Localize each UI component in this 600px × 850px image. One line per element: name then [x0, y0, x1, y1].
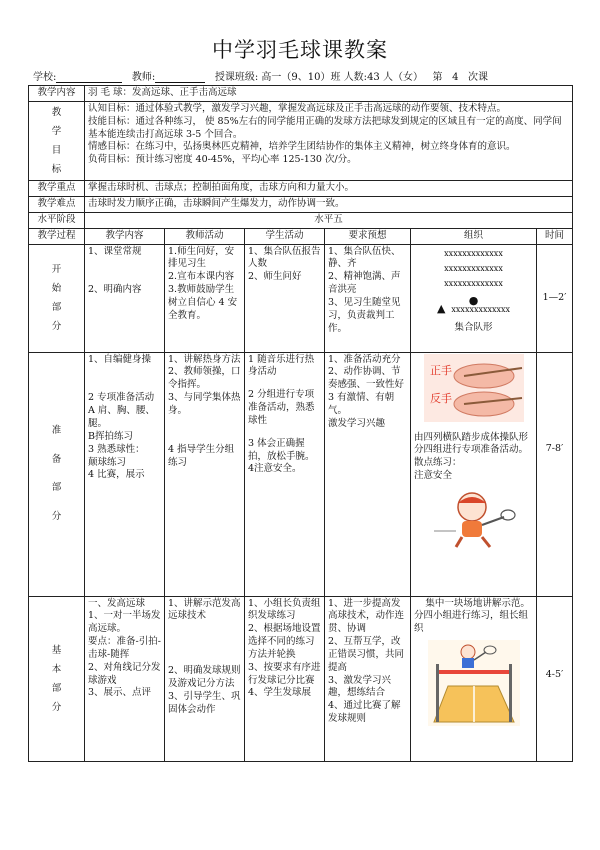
page-title: 中学羽毛球课教案	[212, 38, 388, 62]
formation-row: ▲ xxxxxxxxxxxxx	[436, 302, 511, 316]
level-value: 水平五	[85, 213, 573, 229]
forehand-label: 正手	[429, 363, 452, 377]
header-time: 时间	[537, 228, 573, 244]
start-content: 1、课堂常规 2、明确内容	[85, 244, 165, 352]
goal-list	[85, 102, 573, 181]
header-teacher: 教师活动	[165, 228, 245, 244]
backhand-label: 反手	[429, 391, 452, 405]
prep-label: 准 备 部 分	[29, 352, 85, 596]
start-student: 1、集合队伍报告人数 2、师生问好	[245, 244, 325, 352]
class-label: 授课班级:	[214, 72, 259, 83]
formation-row: xxxxxxxxxxxxx	[444, 263, 503, 273]
basic-require: 1、进一步提高发高球技术，动作连贯、协调 2、互帮互学，改正错误习惯，共同提高 3、激发学习兴趣，想练结合 4、通过比赛了解发球规则	[325, 596, 411, 761]
goal-affective: 情感目标：在练习中，弘扬奥林匹克精神，培养学生团结协作的集体主义精神，树立终身体育的意识。	[88, 141, 516, 153]
key-value: 掌握击球时机、击球点；控制拍面角度，击球方向和力量大小。	[85, 181, 573, 197]
cartoon-player-illustration	[428, 487, 520, 549]
teacher-label: 教师:	[131, 72, 156, 83]
content-label: 教学内容	[29, 86, 85, 102]
triangle-marker-icon: ▲	[436, 302, 446, 316]
level-label: 水平阶段	[29, 213, 85, 229]
serve-illustration	[428, 640, 520, 726]
start-time: 1—2′	[537, 244, 573, 352]
grip-illustration	[424, 354, 524, 422]
basic-student: 1、小组长负责组织发球练习 2、根据场地设置选择不同的练习方法并轮换 3、按要求有序进行发球记分比赛 4、学生发球展	[245, 596, 325, 761]
basic-organization: 集中一块场地讲解示范。分四小组进行练习，组长组织	[411, 596, 537, 761]
header-content: 教学内容	[85, 228, 165, 244]
school-blank[interactable]	[56, 72, 122, 83]
prep-content: 1、自编健身操 2 专项准备活动 A 肩、胸、腰、腿。 B挥拍练习 3 熟悉球性： 颠球练习 4 比赛，展示	[85, 352, 165, 596]
lesson-label: 第	[432, 72, 443, 83]
count-label: 人数:	[343, 72, 368, 83]
prep-require: 1、准备活动充分 2、动作协调、节奏感强、一致性好 3 有激情、有朝气。 激发学习兴趣	[325, 352, 411, 596]
start-teacher: 1.师生问好，安排见习生 2.宣布本课内容 3.教师鼓励学生树立自信心 4 安全教育。	[165, 244, 245, 352]
row-goals	[29, 102, 573, 181]
header-require: 要求预想	[325, 228, 411, 244]
basic-label: 基 本 部 分	[29, 596, 85, 761]
goal-load: 负荷目标：预计练习密度 40-45%，平均心率 125-130 次/分。	[88, 154, 357, 166]
teacher-blank[interactable]	[155, 72, 205, 83]
basic-time: 4-5′	[537, 596, 573, 761]
goal-label: 教 学 目 标	[29, 102, 85, 181]
prep-time: 7-8′	[537, 352, 573, 596]
basic-teacher: 1、讲解示范发高远球技术 2、明确发球规则及游戏记分方法 3、引导学生、巩固体会动作	[165, 596, 245, 761]
prep-teacher: 1、讲解热身方法 2、教师领操，口令指挥。 3、与同学集体热身。 4 指导学生分组练习	[165, 352, 245, 596]
header-student: 学生活动	[245, 228, 325, 244]
lesson-value: 4	[452, 72, 459, 83]
start-label: 开 始 部 分	[29, 244, 85, 352]
formation-row: xxxxxxxxxxxxx ●	[444, 279, 503, 308]
formation-row: xxxxxxxxxxxxx	[444, 248, 503, 258]
formation-caption: 集合队形	[454, 321, 493, 333]
row-content	[29, 86, 573, 102]
lesson-suffix: 次课	[467, 72, 488, 83]
school-label: 学校:	[33, 72, 57, 83]
process-header-row	[29, 228, 573, 244]
lesson-plan-table	[28, 85, 573, 762]
key-label: 教学重点	[29, 181, 85, 197]
difficulty-label: 教学难点	[29, 197, 85, 213]
goal-cognitive: 认知目标：通过体验式教学，激发学习兴趣，掌握发高远球及正手击高远球的动作要领、技术特点。	[88, 103, 507, 114]
count-value: 43 人（女）	[367, 72, 423, 83]
goal-skill: 技能目标：通过各种练习， 使 85%左右的同学能用正确的发球方法把球发到规定的区域且有一定的高度、同学间基本能连续击打高远球 3-5 个回合。	[88, 115, 562, 140]
prep-student: 1 随音乐进行热身活动 2 分组进行专项准备活动，熟悉球性 3 体会正确握拍，放松手腕。 4注意安全。	[245, 352, 325, 596]
row-difficulty	[29, 197, 573, 213]
class-value: 高一（9、10）班	[261, 72, 341, 83]
section-prep-row	[29, 352, 573, 596]
header-info-line	[33, 68, 573, 83]
basic-content: 一、发高远球 1、一对一半场发高远球。 要点：准备-引拍-击球-随挥 2、对角线记分发球游戏 3、展示、点评	[85, 596, 165, 761]
row-level	[29, 213, 573, 229]
header-process: 教学过程	[29, 228, 85, 244]
content-value: 羽 毛 球：发高远球、正手击高远球	[85, 86, 573, 102]
header-organization: 组织	[411, 228, 537, 244]
row-key-points	[29, 181, 573, 197]
teacher-position-dot-icon: ●	[468, 294, 479, 308]
section-start-row	[29, 244, 573, 352]
section-basic-row	[29, 596, 573, 761]
prep-organization: 正手 反手 由四列横队踏步成体操队形 分四组进行专项准备活动。 散点练习： 注意安全	[411, 352, 537, 596]
difficulty-value: 击球时发力顺序正确，击球瞬间产生爆发力，动作协调一致。	[85, 197, 573, 213]
start-require: 1、集合队伍快、静、齐 2、精神饱满、声音洪亮 3、见习生随堂见习，负责裁判工作。	[325, 244, 411, 352]
start-organization	[411, 244, 537, 352]
